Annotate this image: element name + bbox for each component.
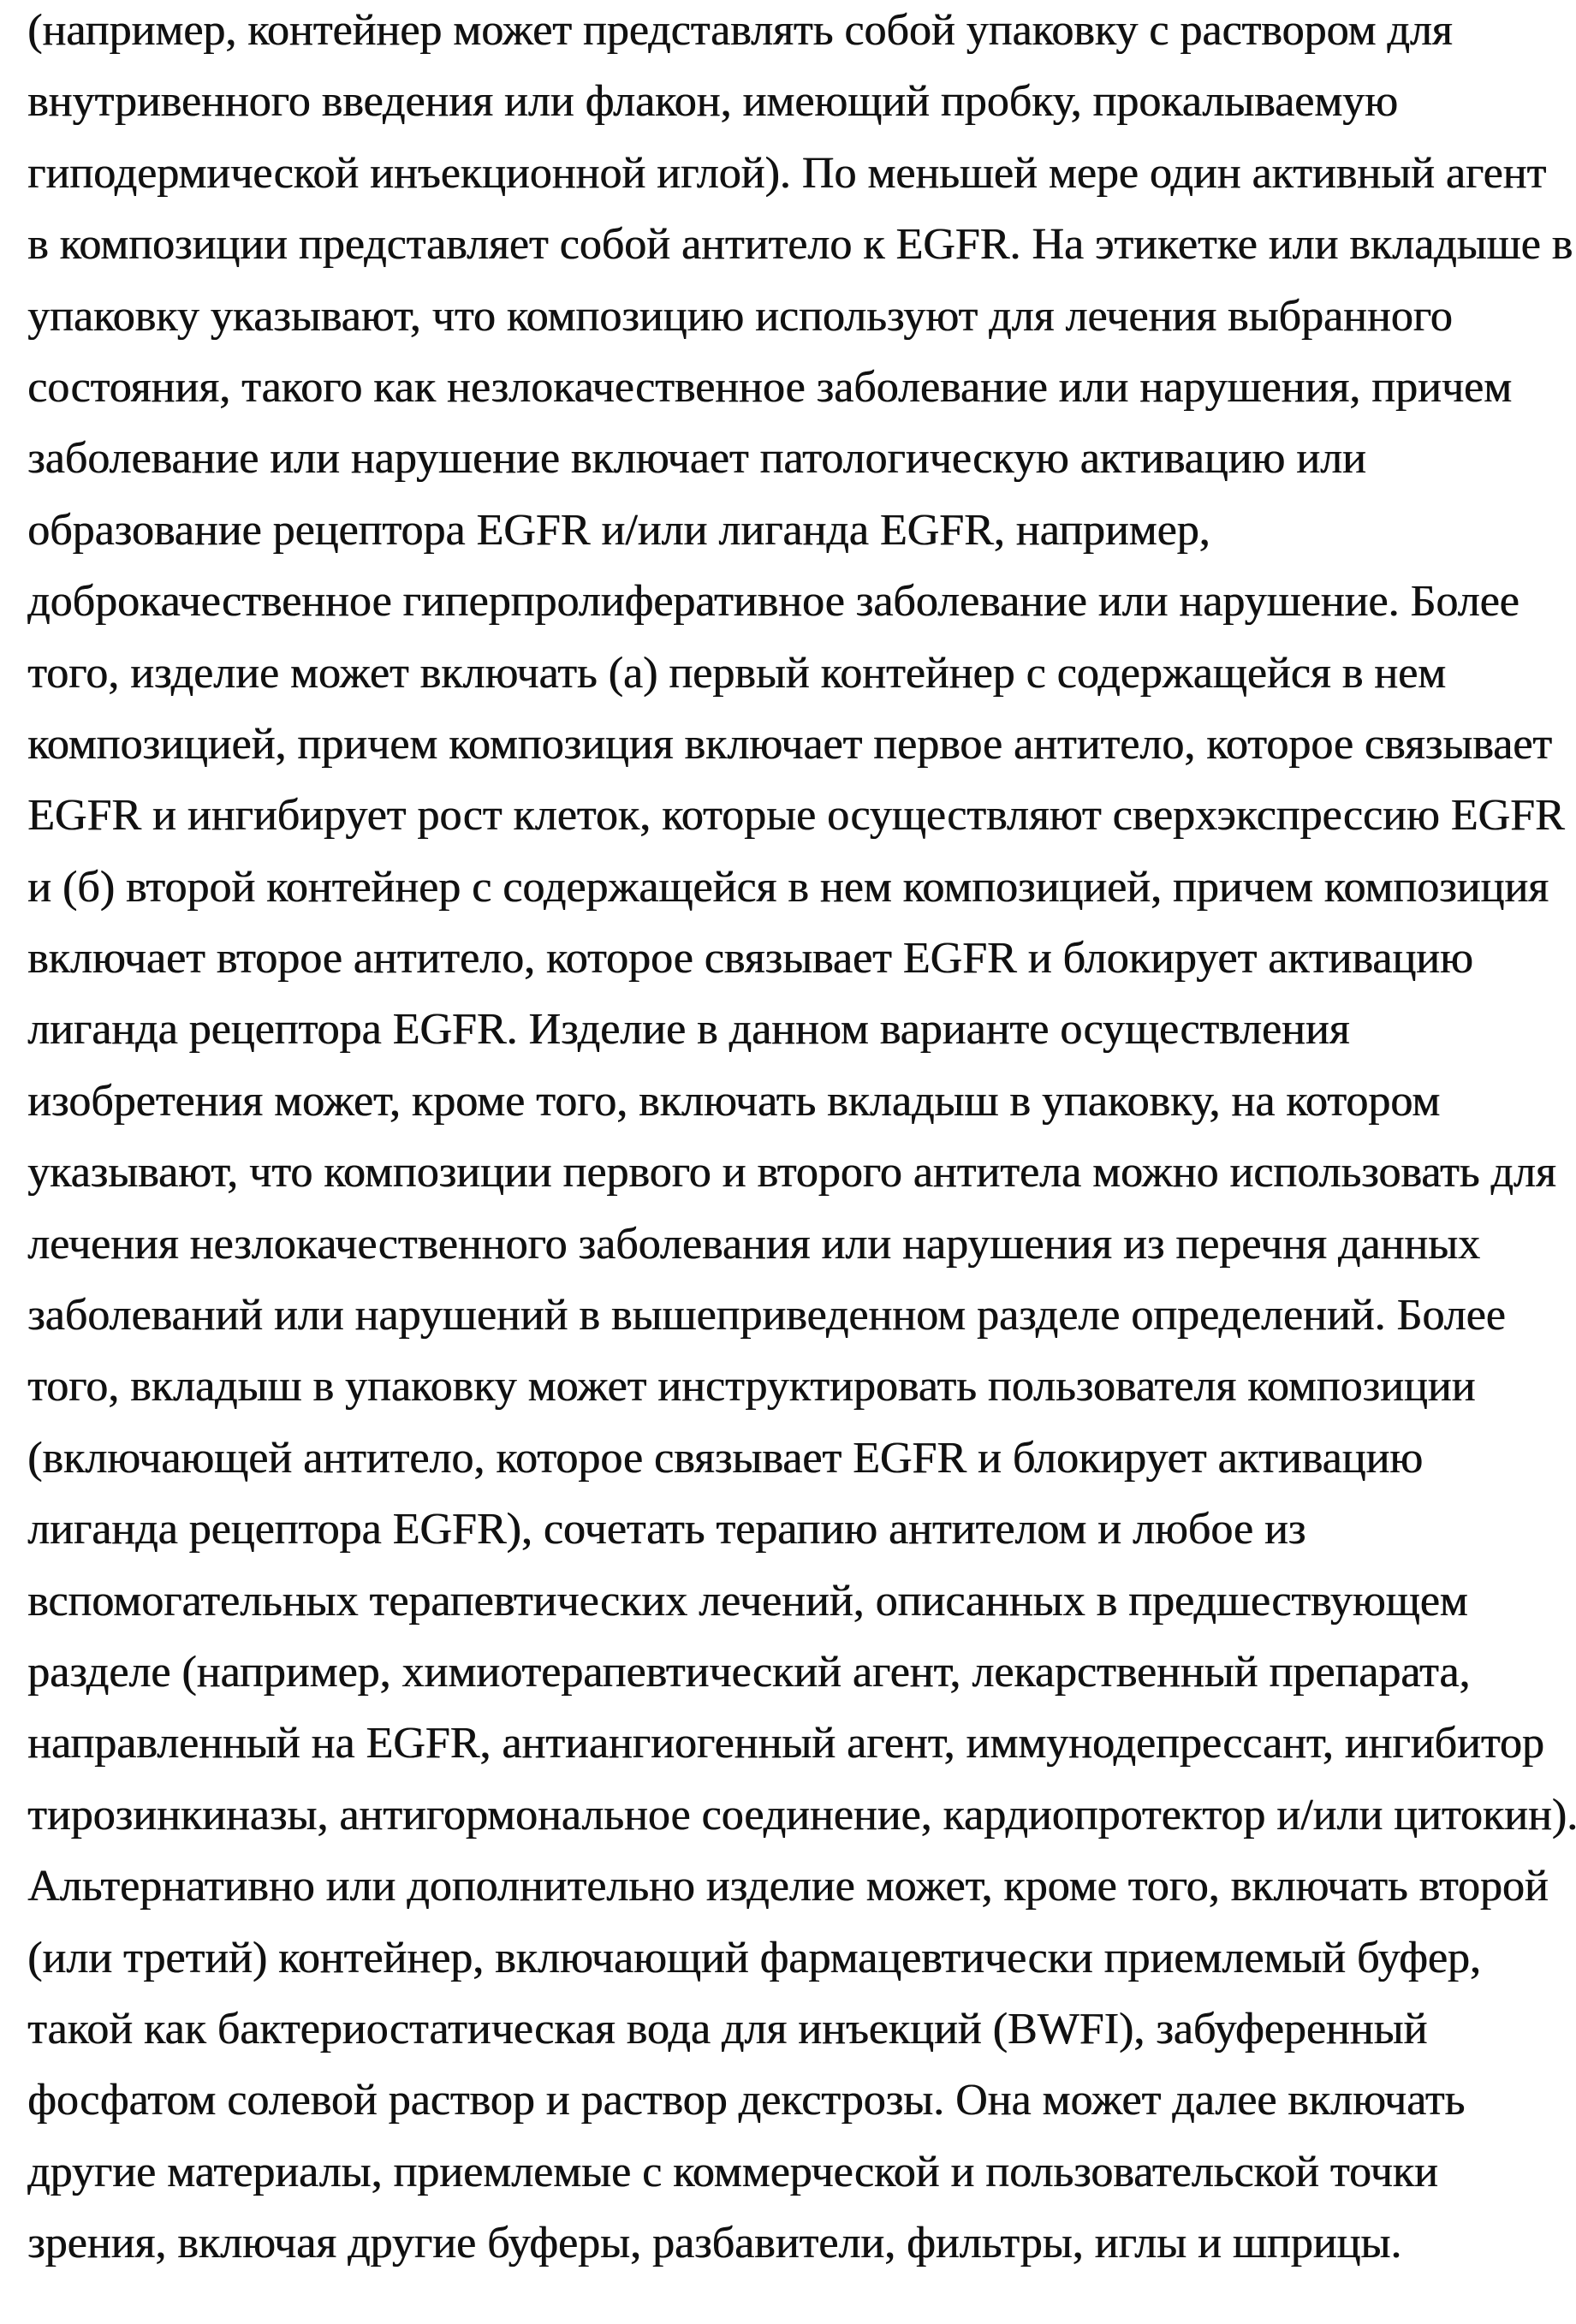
text-line: EGFR и ингибирует рост клеток, которые осуществляют сверхэкспрессию EGFR xyxy=(27,780,1568,851)
text-line: другие материалы, приемлемые с коммерческой и пользовательской точки xyxy=(27,2137,1568,2208)
text-line: в композиции представляет собой антитело к EGFR. На этикетке или вкладыше в xyxy=(27,209,1568,280)
text-line: упаковку указывают, что композицию используют для лечения выбранного xyxy=(27,281,1568,352)
text-line: вспомогательных терапевтических лечений, описанных в предшествующем xyxy=(27,1566,1568,1637)
text-line: Альтернативно или дополнительно изделие может, кроме того, включать второй xyxy=(27,1851,1568,1922)
text-line: заболевание или нарушение включает патологическую активацию или xyxy=(27,423,1568,494)
text-line: такой как бактериостатическая вода для инъекций (BWFI), забуференный xyxy=(27,1994,1568,2065)
text-line: доброкачественное гиперпролиферативное заболевание или нарушение. Более xyxy=(27,566,1568,637)
text-line: (например, контейнер может представлять собой упаковку с раствором для xyxy=(27,0,1568,66)
text-line: лечения незлокачественного заболевания или нарушения из перечня данных xyxy=(27,1209,1568,1280)
text-line: того, вкладыш в упаковку может инструктировать пользователя композиции xyxy=(27,1351,1568,1422)
text-line: того, изделие может включать (а) первый контейнер с содержащейся в нем xyxy=(27,638,1568,709)
text-line: разделе (например, химиотерапевтический агент, лекарственный препарата, xyxy=(27,1637,1568,1708)
text-line: зрения, включая другие буферы, разбавители, фильтры, иглы и шприцы. xyxy=(27,2208,1568,2279)
text-line: композицией, причем композиция включает первое антитело, которое связывает xyxy=(27,709,1568,780)
text-line: гиподермической инъекционной иглой). По меньшей мере один активный агент xyxy=(27,138,1568,209)
text-line: заболеваний или нарушений в вышеприведенном разделе определений. Более xyxy=(27,1280,1568,1351)
text-line: лиганда рецептора EGFR. Изделие в данном варианте осуществления xyxy=(27,994,1568,1065)
text-line: (или третий) контейнер, включающий фармацевтически приемлемый буфер, xyxy=(27,1923,1568,1994)
text-line: лиганда рецептора EGFR), сочетать терапию антителом и любое из xyxy=(27,1494,1568,1565)
document-page xyxy=(27,0,1568,2279)
text-line: изобретения может, кроме того, включать вкладыш в упаковку, на котором xyxy=(27,1066,1568,1137)
text-line: тирозинкиназы, антигормональное соединение, кардиопротектор и/или цитокин). xyxy=(27,1780,1568,1851)
text-line: направленный на EGFR, антиангиогенный агент, иммунодепрессант, ингибитор xyxy=(27,1708,1568,1779)
text-line: образование рецептора EGFR и/или лиганда EGFR, например, xyxy=(27,495,1568,566)
text-line: внутривенного введения или флакон, имеющий пробку, прокалываемую xyxy=(27,66,1568,137)
text-line: и (б) второй контейнер с содержащейся в нем композицией, причем композиция xyxy=(27,852,1568,923)
text-line: состояния, такого как незлокачественное заболевание или нарушения, причем xyxy=(27,352,1568,423)
text-line: включает второе антитело, которое связывает EGFR и блокирует активацию xyxy=(27,923,1568,994)
text-line: (включающей антитело, которое связывает EGFR и блокирует активацию xyxy=(27,1423,1568,1494)
text-line: фосфатом солевой раствор и раствор декстрозы. Она может далее включать xyxy=(27,2065,1568,2136)
text-line: указывают, что композиции первого и второго антитела можно использовать для xyxy=(27,1137,1568,1208)
